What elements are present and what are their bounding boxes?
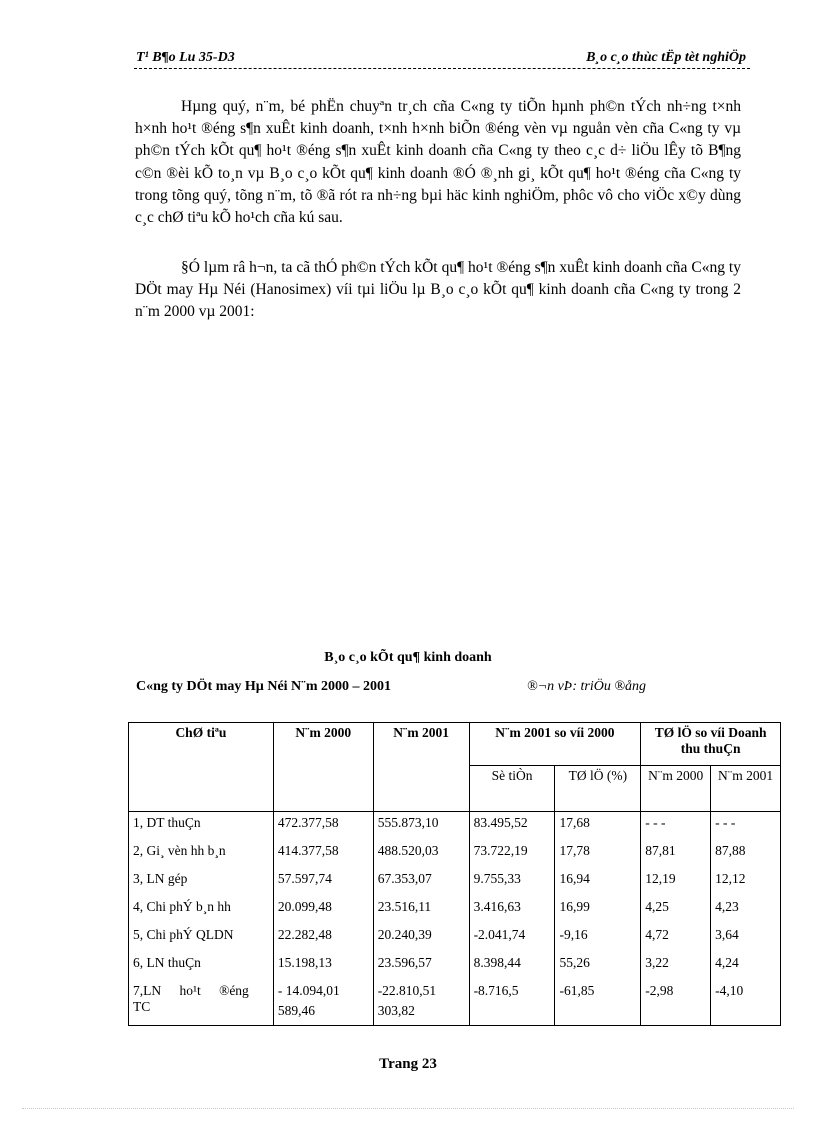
header-report-title: B¸o c¸o thùc tËp tèt nghiÖp [586, 50, 746, 65]
cell-2000: 22.282,48 [273, 924, 373, 952]
cell-ratio-2001: 87,88 [711, 840, 781, 868]
table-row [129, 896, 781, 924]
cell-percent: 55,26 [555, 952, 641, 980]
cell-amount: -2.041,74 [469, 924, 555, 952]
cell-ratio-2000: -2,98 [641, 980, 711, 1026]
cell-ratio-2001: 4,23 [711, 896, 781, 924]
header-author: T¹ B¶o Lu 35-D3 [136, 50, 235, 65]
page-header [134, 50, 750, 69]
row7-name-line2: TC [133, 999, 151, 1014]
table-row [129, 952, 781, 980]
cell-percent: 17,68 [555, 812, 641, 841]
row7-name-line1: 7,LN ho¹t ®éng [133, 983, 249, 998]
cell-indicator: 6, LN thuÇn [129, 952, 274, 980]
table-row [129, 812, 781, 841]
cell-ratio-2001: 12,12 [711, 868, 781, 896]
header-percent: TØ lÖ (%) [555, 766, 641, 812]
paragraph-intro-table: §Ó lµm râ h¬n, ta cã thÓ ph©n tÝch kÕt qu¶ ho¹t ®éng s¶n xuÊt kinh doanh cña C«ng ty DÖt may Hµ Néi (Hanosimex) víi tµi liÖu lµ B¸o c¸o kÕt qu¶ kinh doanh cña C«ng ty trong 2 n¨m 2000 vµ 2001: [135, 259, 741, 321]
cell-2001: 67.353,07 [373, 868, 469, 896]
cell-2000: 472.377,58 [273, 812, 373, 841]
paragraph-analysis: Hµng quý, n¨m, bé phËn chuyªn tr¸ch cña C«ng ty tiÕn hµnh ph©n tÝch nh÷ng t×nh h×nh ho¹t ®éng s¶n xuÊt kinh doanh, t×nh h×nh biÕn ®éng vèn vµ nguån vèn cña C«ng ty vµ ph©n tÝch kÕt qu¶ ho¹t ®éng s¶n xuÊt kinh doanh cña C«ng ty theo c¸c d÷ liÖu lÊy tõ B¶ng c©n ®èi kÕ to¸n vµ B¸o c¸o kÕt qu¶ kinh doanh ®Ó ®¸nh gi¸ kÕt qu¶ ho¹t ®éng cña C«ng ty trong tõng quý, tõng n¨m, tõ ®ã rót ra nh÷ng bµi häc kinh nghiÖm, phôc vô cho viÖc x©y dùng c¸c chØ tiªu kÕ ho¹ch cña kú sau. [135, 98, 741, 227]
cell-ratio-2001: - - - [711, 812, 781, 841]
cell-indicator: 4, Chi phÝ b¸n hh [129, 896, 274, 924]
page-number: Trang 23 [379, 1056, 437, 1072]
cell-amount: 3.416,63 [469, 896, 555, 924]
cell-amount: 83.495,52 [469, 812, 555, 841]
cell-2000: 57.597,74 [273, 868, 373, 896]
cell-percent: 16,94 [555, 868, 641, 896]
cell-2000: - 14.094,01 589,46 [273, 980, 373, 1026]
cell-ratio-2000: 12,19 [641, 868, 711, 896]
business-results-table [128, 722, 781, 1026]
cell-amount: 8.398,44 [469, 952, 555, 980]
cell-2001: 23.596,57 [373, 952, 469, 980]
header-year-2001: N¨m 2001 [373, 723, 469, 812]
cell-indicator [129, 980, 274, 1026]
header-amount: Sè tiÒn [469, 766, 555, 812]
cell-ratio-2001: -4,10 [711, 980, 781, 1026]
header-year-2000: N¨m 2000 [273, 723, 373, 812]
cell-indicator: 5, Chi phÝ QLDN [129, 924, 274, 952]
cell-amount: 9.755,33 [469, 868, 555, 896]
header-ratio-revenue: TØ lÖ so víi Doanh thu thuÇn [641, 723, 781, 766]
cell-percent: -9,16 [555, 924, 641, 952]
header-indicator: ChØ tiªu [129, 723, 274, 812]
table-company-period: C«ng ty DÖt may Hµ Néi N¨m 2000 – 2001 [136, 679, 391, 694]
cell-amount: -8.716,5 [469, 980, 555, 1026]
table-row [129, 840, 781, 868]
cell-2000: 15.198,13 [273, 952, 373, 980]
cell-indicator: 1, DT thuÇn [129, 812, 274, 841]
cell-2001: 23.516,11 [373, 896, 469, 924]
header-ratio-2000: N¨m 2000 [641, 766, 711, 812]
table-row [129, 924, 781, 952]
cell-ratio-2000: 3,22 [641, 952, 711, 980]
header-compare: N¨m 2001 so víi 2000 [469, 723, 641, 766]
cell-ratio-2000: 4,25 [641, 896, 711, 924]
cell-indicator: 3, LN gép [129, 868, 274, 896]
cell-2001: 488.520,03 [373, 840, 469, 868]
cell-percent: -61,85 [555, 980, 641, 1026]
header-ratio-2001: N¨m 2001 [711, 766, 781, 812]
table-row [129, 868, 781, 896]
cell-ratio-2000: - - - [641, 812, 711, 841]
cell-2000: 20.099,48 [273, 896, 373, 924]
cell-ratio-2000: 4,72 [641, 924, 711, 952]
cell-ratio-2001: 3,64 [711, 924, 781, 952]
cell-2001: 555.873,10 [373, 812, 469, 841]
cell-ratio-2000: 87,81 [641, 840, 711, 868]
cell-percent: 16,99 [555, 896, 641, 924]
cell-ratio-2001: 4,24 [711, 952, 781, 980]
table-row [129, 980, 781, 1026]
page-bottom-divider [22, 1108, 794, 1109]
table-unit: ®¬n vÞ: triÖu ®ång [527, 679, 646, 694]
cell-2000: 414.377,58 [273, 840, 373, 868]
cell-indicator: 2, Gi¸ vèn hh b¸n [129, 840, 274, 868]
cell-2001: -22.810,51 303,82 [373, 980, 469, 1026]
cell-percent: 17,78 [555, 840, 641, 868]
table-title: B¸o c¸o kÕt qu¶ kinh doanh [324, 650, 492, 665]
cell-amount: 73.722,19 [469, 840, 555, 868]
cell-2001: 20.240,39 [373, 924, 469, 952]
